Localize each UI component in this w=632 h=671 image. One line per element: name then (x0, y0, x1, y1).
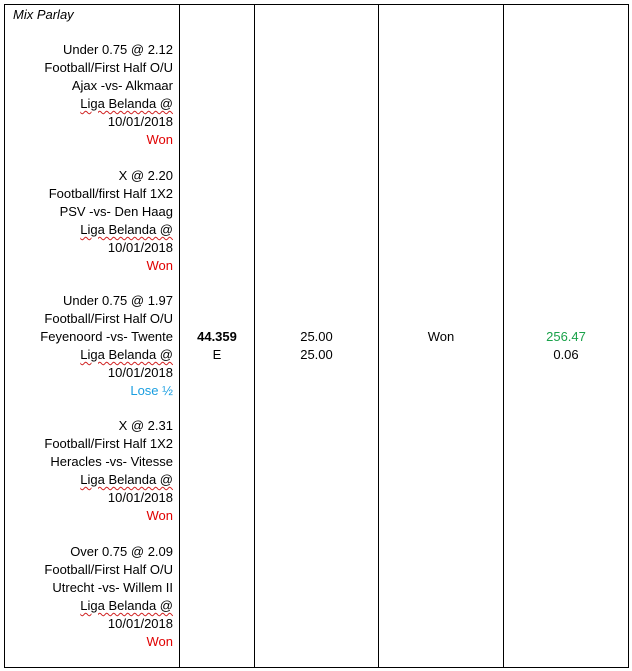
status-cell (379, 328, 503, 346)
bet-market: Football/First Half O/U (44, 562, 173, 577)
bet-match: Utrecht -vs- Willem II (52, 580, 173, 595)
bet-line: Over 0.75 @ 2.09 (70, 544, 173, 559)
bet-date: 10/01/2018 (107, 240, 173, 255)
bet-match: Heracles -vs- Vitesse (50, 454, 173, 469)
table-border-left (4, 4, 5, 668)
bet-result: Won (146, 258, 173, 273)
bet-date: 10/01/2018 (107, 114, 173, 129)
bet-match: PSV -vs- Den Haag (59, 204, 173, 219)
bet-line: Under 0.75 @ 1.97 (62, 293, 173, 308)
odds-value: 44.359 (197, 329, 237, 344)
bet-league: Liga Belanda @ (80, 347, 173, 362)
bet-date: 10/01/2018 (107, 365, 173, 380)
stake-value: 25.00 (300, 329, 333, 344)
table-border-bottom (4, 667, 629, 668)
bet-market: Football/first Half 1X2 (48, 186, 173, 201)
winloss-cell (504, 328, 628, 364)
bet-result: Won (146, 508, 173, 523)
table-border-top (4, 4, 629, 5)
bet-league: Liga Belanda @ (80, 96, 173, 111)
odds-cell (180, 328, 254, 364)
bet-result: Won (146, 132, 173, 147)
bet-line: Under 0.75 @ 2.12 (62, 42, 173, 57)
stake-cell (255, 328, 378, 364)
bet-type-header: Mix Parlay (13, 7, 74, 22)
table-border-right (628, 4, 629, 668)
bet-date: 10/01/2018 (107, 490, 173, 505)
bet-date: 10/01/2018 (107, 616, 173, 631)
status-value: Won (427, 329, 455, 344)
winloss-value: 256.47 (546, 329, 586, 344)
bet-match: Ajax -vs- Alkmaar (71, 78, 173, 93)
bet-market: Football/First Half O/U (44, 311, 173, 326)
bet-league: Liga Belanda @ (80, 598, 173, 613)
stake-value-2: 25.00 (300, 347, 333, 362)
bet-league: Liga Belanda @ (80, 222, 173, 237)
bet-market: Football/First Half 1X2 (44, 436, 173, 451)
bet-result: Won (146, 634, 173, 649)
bet-league: Liga Belanda @ (80, 472, 173, 487)
bet-match: Feyenoord -vs- Twente (40, 329, 173, 344)
bet-line: X @ 2.31 (118, 418, 173, 433)
bet-line: X @ 2.20 (118, 168, 173, 183)
commission-value: 0.06 (553, 347, 579, 362)
bet-result: Lose ½ (130, 383, 173, 398)
bet-market: Football/First Half O/U (44, 60, 173, 75)
odds-type: E (212, 347, 222, 362)
